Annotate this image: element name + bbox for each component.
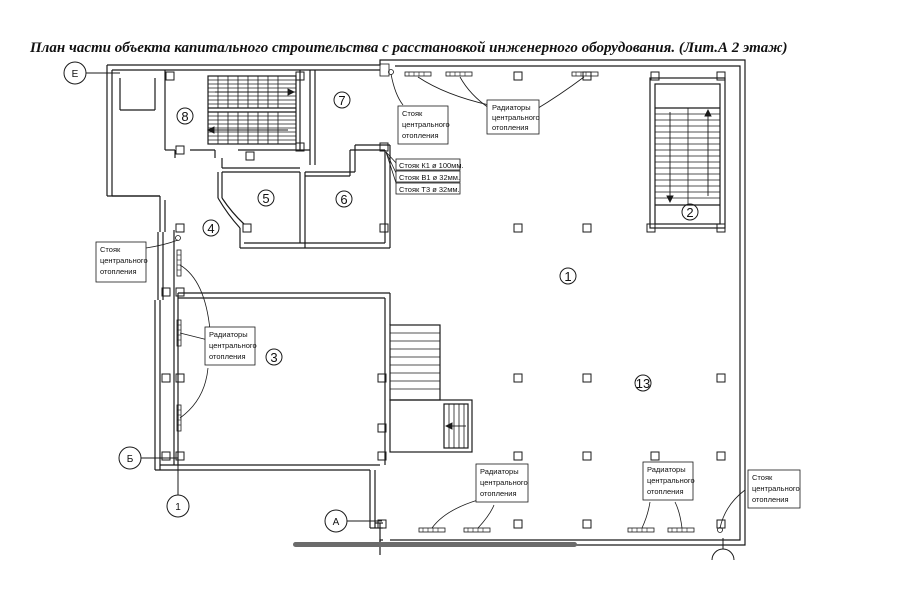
- note-riser-v1: Стояк В1 ø 32мм.: [399, 173, 461, 182]
- room-1-label: 1: [564, 269, 572, 284]
- room-13-label: 13: [635, 376, 651, 391]
- note-radiators-bottom-b-l1: Радиаторы: [647, 465, 686, 474]
- room-6-label: 6: [340, 192, 348, 207]
- note-riser-top-l1: Стояк: [402, 109, 423, 118]
- axis-label-e: Е: [71, 69, 79, 80]
- note-radiators-top-l3: отопления: [492, 123, 529, 132]
- room-2-label: 2: [686, 205, 694, 220]
- note-radiators-bottom-b-l2: центрального: [647, 476, 695, 485]
- note-riser-left-l2: центрального: [100, 256, 148, 265]
- note-radiators-top-l2: центрального: [492, 113, 540, 122]
- axis-label-1: 1: [175, 502, 181, 513]
- note-riser-left-l3: отопления: [100, 267, 137, 276]
- note-riser-t3: Стояк Т3 ø 32мм.: [399, 185, 460, 194]
- note-riser-k1: Стояк К1 ø 100мм.: [399, 161, 464, 170]
- note-radiators-top-l1: Радиаторы: [492, 103, 531, 112]
- note-riser-left-l1: Стояк: [100, 245, 121, 254]
- note-radiators-bottom-a-l3: отопления: [480, 489, 517, 498]
- note-radiators-left-l1: Радиаторы: [209, 330, 248, 339]
- stair-treads: [208, 76, 720, 448]
- plan-title: План части объекта капитального строительства с расстановкой инженерного оборудования. (Лит.А 2 этаж): [30, 40, 788, 56]
- note-radiators-left-l2: центрального: [209, 341, 257, 350]
- room-7-label: 7: [338, 93, 346, 108]
- axis-label-b: Б: [126, 454, 134, 465]
- note-riser-right-l3: отопления: [752, 495, 789, 504]
- room-3-label: 3: [270, 350, 278, 365]
- room-4-label: 4: [207, 221, 215, 236]
- note-riser-right-l2: центрального: [752, 484, 800, 493]
- base-strip: [293, 542, 577, 547]
- room-5-label: 5: [262, 191, 270, 206]
- note-riser-right-l1: Стояк: [752, 473, 773, 482]
- note-radiators-bottom-a-l1: Радиаторы: [480, 467, 519, 476]
- note-radiators-left-l3: отопления: [209, 352, 246, 361]
- note-radiators-bottom-a-l2: центрального: [480, 478, 528, 487]
- room-8-label: 8: [181, 109, 189, 124]
- axis-label-a: А: [332, 517, 340, 528]
- note-riser-top-l3: отопления: [402, 131, 439, 140]
- note-riser-top-l2: центрального: [402, 120, 450, 129]
- note-radiators-bottom-b-l3: отопления: [647, 487, 684, 496]
